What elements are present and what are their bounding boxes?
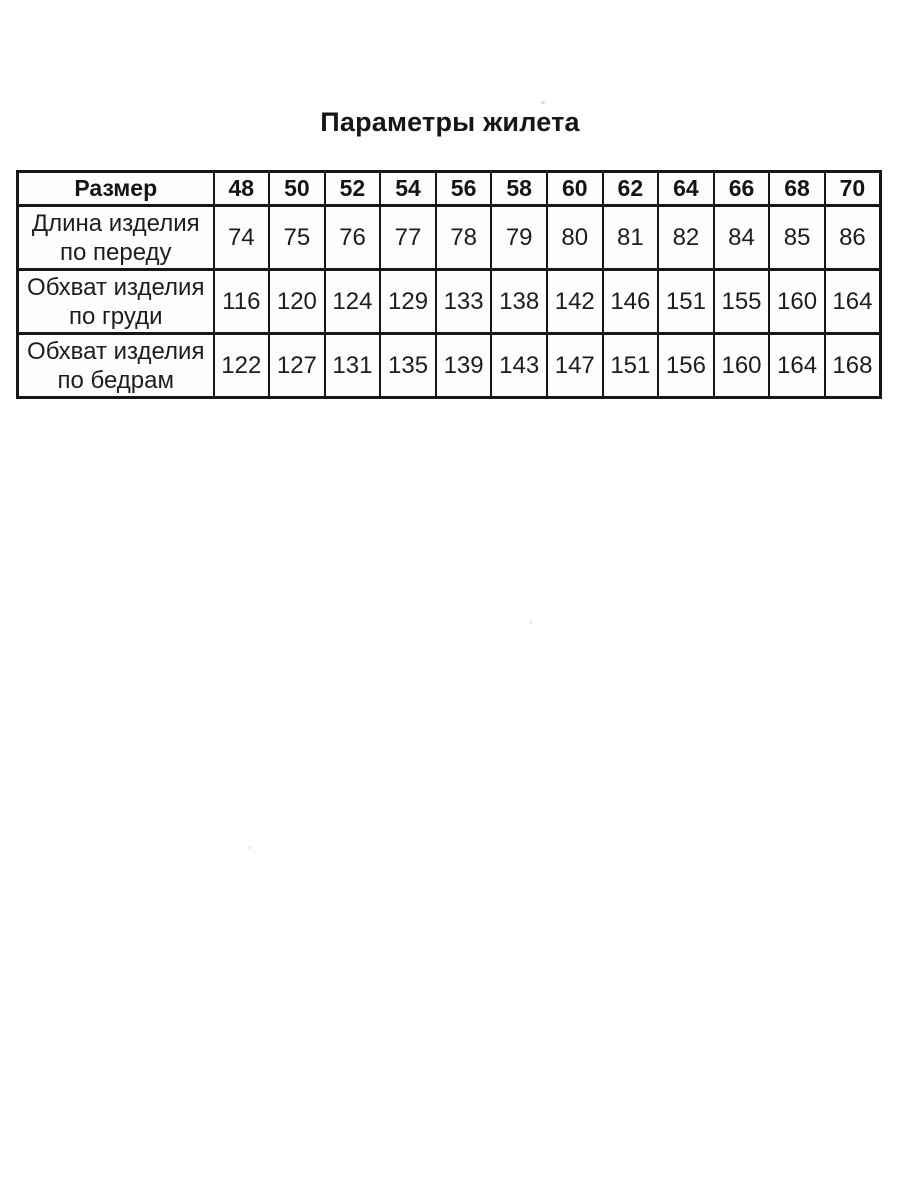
value-cell: 138 bbox=[491, 270, 547, 334]
header-cell-size: 70 bbox=[825, 172, 881, 206]
value-cell: 120 bbox=[269, 270, 325, 334]
header-cell-size: 58 bbox=[491, 172, 547, 206]
header-cell-size: 62 bbox=[603, 172, 659, 206]
value-cell: 75 bbox=[269, 206, 325, 270]
header-cell-size: 68 bbox=[769, 172, 825, 206]
row-label bbox=[18, 206, 214, 270]
table-row-chest-girth bbox=[18, 270, 881, 334]
header-cell-size: 66 bbox=[714, 172, 770, 206]
header-cell-size-label: Размер bbox=[18, 172, 214, 206]
row-label bbox=[18, 270, 214, 334]
value-cell: 168 bbox=[825, 334, 881, 398]
scan-speck bbox=[529, 621, 532, 624]
page-title: Параметры жилета bbox=[320, 107, 580, 137]
value-cell: 160 bbox=[714, 334, 770, 398]
table-header-row bbox=[18, 172, 881, 206]
header-cell-size: 54 bbox=[380, 172, 436, 206]
value-cell: 74 bbox=[214, 206, 270, 270]
value-cell: 151 bbox=[658, 270, 714, 334]
value-cell: 79 bbox=[491, 206, 547, 270]
value-cell: 76 bbox=[325, 206, 381, 270]
value-cell: 131 bbox=[325, 334, 381, 398]
value-cell: 156 bbox=[658, 334, 714, 398]
value-cell: 80 bbox=[547, 206, 603, 270]
value-cell: 82 bbox=[658, 206, 714, 270]
value-cell: 81 bbox=[603, 206, 659, 270]
row-label-line: по переду bbox=[59, 238, 172, 266]
header-cell-size: 60 bbox=[547, 172, 603, 206]
value-cell: 85 bbox=[769, 206, 825, 270]
value-cell: 84 bbox=[714, 206, 770, 270]
value-cell: 124 bbox=[325, 270, 381, 334]
value-cell: 127 bbox=[269, 334, 325, 398]
value-cell: 143 bbox=[491, 334, 547, 398]
row-label-line: Обхват изделия bbox=[27, 337, 205, 365]
value-cell: 139 bbox=[436, 334, 492, 398]
value-cell: 86 bbox=[825, 206, 881, 270]
row-label-line: Обхват изделия bbox=[27, 273, 205, 301]
header-cell-size: 48 bbox=[214, 172, 270, 206]
header-cell-size: 50 bbox=[269, 172, 325, 206]
value-cell: 155 bbox=[714, 270, 770, 334]
value-cell: 164 bbox=[769, 334, 825, 398]
row-label-line: по груди bbox=[69, 302, 163, 330]
header-cell-size: 64 bbox=[658, 172, 714, 206]
value-cell: 116 bbox=[214, 270, 270, 334]
value-cell: 133 bbox=[436, 270, 492, 334]
value-cell: 129 bbox=[380, 270, 436, 334]
scan-speck bbox=[248, 846, 251, 849]
value-cell: 78 bbox=[436, 206, 492, 270]
value-cell: 160 bbox=[769, 270, 825, 334]
value-cell: 77 bbox=[380, 206, 436, 270]
row-label-line: Длина изделия bbox=[31, 209, 200, 237]
row-label-line: по бедрам bbox=[57, 366, 174, 394]
value-cell: 164 bbox=[825, 270, 881, 334]
vest-size-table bbox=[16, 170, 882, 399]
header-cell-size: 56 bbox=[436, 172, 492, 206]
value-cell: 142 bbox=[547, 270, 603, 334]
value-cell: 146 bbox=[603, 270, 659, 334]
table-row-front-length bbox=[18, 206, 881, 270]
value-cell: 122 bbox=[214, 334, 270, 398]
header-cell-size: 52 bbox=[325, 172, 381, 206]
row-label bbox=[18, 334, 214, 398]
value-cell: 147 bbox=[547, 334, 603, 398]
value-cell: 135 bbox=[380, 334, 436, 398]
scanned-page bbox=[0, 0, 900, 399]
table-row-hip-girth bbox=[18, 334, 881, 398]
value-cell: 151 bbox=[603, 334, 659, 398]
